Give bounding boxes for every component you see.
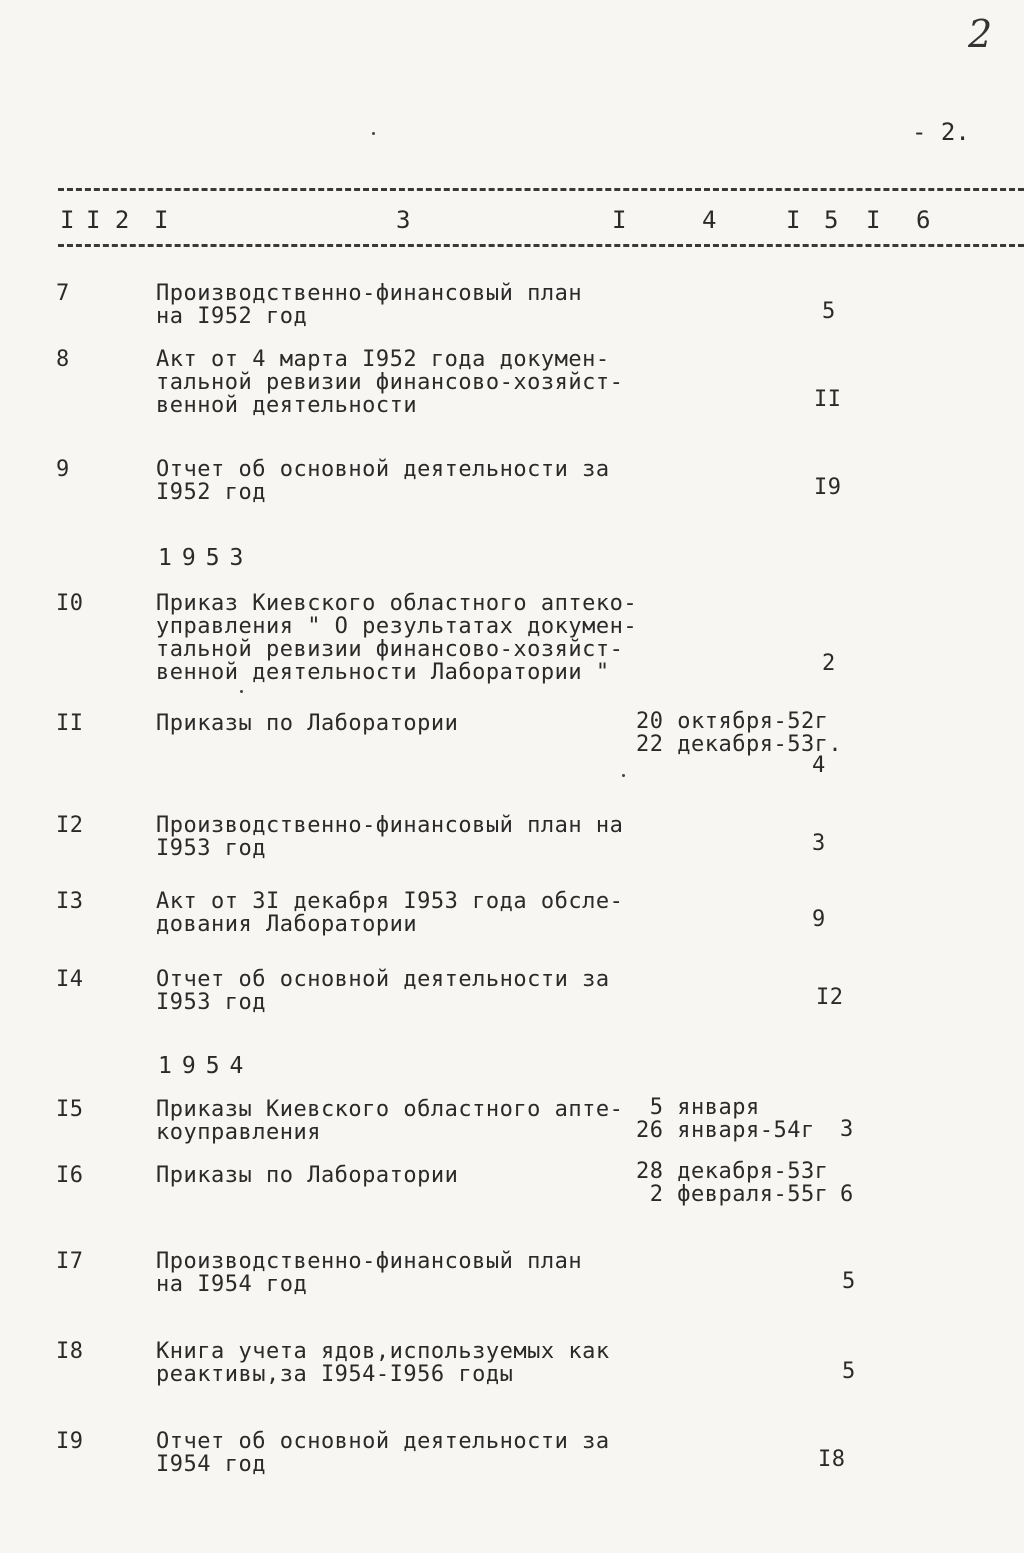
row-pages: 5 — [822, 299, 836, 324]
row-title: Приказы Киевского областного апте- коуправления — [156, 1097, 624, 1145]
row-number: I3 — [56, 889, 84, 914]
row-number: 9 — [56, 457, 70, 482]
row-title: Приказ Киевского областного аптеко- управления " О результатах докумен- тальной ревизии финансово-хозяйст- венной деятельности Лаборатории " — [156, 591, 638, 685]
row-number: II — [56, 711, 84, 736]
header-col-6: 6 — [916, 206, 931, 234]
row-number: I2 — [56, 813, 84, 838]
header-col-4: 4 — [702, 206, 717, 234]
row-pages: 9 — [812, 907, 826, 932]
table-header-rule — [58, 244, 1024, 247]
row-dates: 20 октября-52г 22 декабря-53г. — [636, 709, 843, 757]
row-title: Производственно-финансовый план на I952 год — [156, 281, 583, 329]
header-col-5-sep: I — [786, 206, 801, 234]
row-pages: 3 — [840, 1117, 854, 1142]
row-pages: I9 — [814, 475, 842, 500]
row-title: Приказы по Лаборатории — [156, 711, 459, 736]
ink-speck — [622, 774, 625, 777]
row-title: Отчет об основной деятельности за I953 год — [156, 967, 610, 1015]
row-pages: 6 — [840, 1182, 854, 1207]
row-number: 7 — [56, 281, 70, 306]
header-col-4-sep: I — [612, 206, 627, 234]
header-col-1: I — [60, 206, 75, 234]
header-col-2: I 2 — [86, 206, 130, 234]
table-top-rule — [58, 188, 1024, 191]
row-title: Отчет об основной деятельности за I954 год — [156, 1429, 610, 1477]
row-dates: 28 декабря-53г 2 февраля-55г — [636, 1159, 829, 1207]
page-number: - 2. — [912, 118, 970, 146]
row-title: Производственно-финансовый план на I954 год — [156, 1249, 583, 1297]
row-pages: 5 — [842, 1359, 856, 1384]
row-number: I4 — [56, 967, 84, 992]
archive-sheet-number: 2 — [968, 12, 993, 56]
row-pages: 5 — [842, 1269, 856, 1294]
header-col-5: 5 — [824, 206, 839, 234]
row-title: Производственно-финансовый план на I953 год — [156, 813, 624, 861]
row-title: Отчет об основной деятельности за I952 год — [156, 457, 610, 505]
row-dates: 5 января 26 января-54г — [636, 1095, 815, 1143]
row-pages: II — [814, 387, 842, 412]
row-title: Книга учета ядов,используемых как реактивы,за I954-I956 годы — [156, 1339, 610, 1387]
row-title: Приказы по Лаборатории — [156, 1163, 459, 1188]
row-number: I6 — [56, 1163, 84, 1188]
row-number: I9 — [56, 1429, 84, 1454]
row-pages: 3 — [812, 831, 826, 856]
row-number: I0 — [56, 591, 84, 616]
row-title: Акт от 4 марта I952 года докумен- тальной ревизии финансово-хозяйст- венной деятельности — [156, 347, 624, 418]
header-col-6-sep: I — [866, 206, 881, 234]
row-number: I5 — [56, 1097, 84, 1122]
header-col-3: 3 — [396, 206, 411, 234]
row-number: I7 — [56, 1249, 84, 1274]
row-number: I8 — [56, 1339, 84, 1364]
row-pages: I2 — [816, 985, 844, 1010]
row-title: Акт от 3I декабря I953 года обсле- дования Лаборатории — [156, 889, 624, 937]
row-number: 8 — [56, 347, 70, 372]
ink-speck — [240, 690, 243, 693]
row-pages: I8 — [818, 1447, 846, 1472]
header-col-3-sep: I — [154, 206, 169, 234]
ink-speck — [372, 132, 375, 135]
year-heading: 1954 — [158, 1053, 254, 1079]
row-pages: 4 — [812, 753, 826, 778]
row-pages: 2 — [822, 651, 836, 676]
year-heading: 1953 — [158, 545, 254, 571]
